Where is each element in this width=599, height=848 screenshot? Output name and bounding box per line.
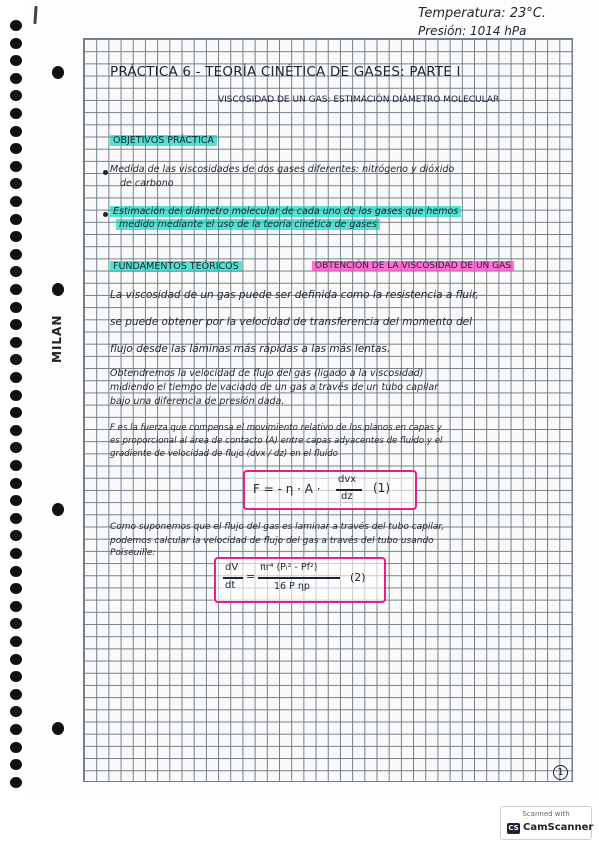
spiral-hole [10,143,22,154]
spiral-hole [10,530,22,541]
objective-highlight: medido mediante el uso de la teoría cinética de gases [116,219,380,230]
paragraph-line: La viscosidad de un gas puede ser definida como la resistencia a fluir, [110,289,479,301]
spiral-hole [10,478,22,489]
watermark-name: CamScanner [523,822,594,833]
spiral-hole [10,724,22,735]
spiral-hole [10,425,22,436]
spiral-hole [10,654,22,665]
paragraph-line: gradiente de velocidad de flujo (dvx / dz) en el fluido [110,449,338,459]
spiral-hole [10,90,22,101]
spiral-hole [10,706,22,717]
spiral-hole [10,566,22,577]
paragraph-line: F es la fuerza que compensa el movimiento relativo de los planos en capas y [110,423,442,433]
spiral-hole [10,618,22,629]
brand-label: MILAN [50,314,64,363]
camscanner-watermark [500,806,592,840]
binding-hole [52,722,64,735]
spiral-hole [10,73,22,84]
spiral-hole [10,38,22,49]
equation-lhs: F = - η · A · [253,482,321,496]
section-heading-text: OBTENCIÓN DE LA VISCOSIDAD DE UN GAS [312,261,514,271]
spiral-hole [10,284,22,295]
fundamentals-heading-text: FUNDAMENTOS TEÓRICOS [110,261,242,272]
equals-sign: = [246,570,256,583]
page-number: 1 [553,765,568,780]
paragraph-line: Como suponemos que el flujo del gas es laminar a través del tubo capilar, [110,522,445,532]
spiral-hole [10,337,22,348]
spiral-hole [10,671,22,682]
equation-box [243,470,417,510]
spiral-hole [10,759,22,770]
grid-paper [83,38,573,782]
paragraph-line: Poiseuille: [110,548,156,558]
paragraph-line: es proporcional al área de contacto (A) entre capas adyacentes de fluido y el [110,436,443,446]
spiral-hole [10,108,22,119]
equation-lhs-numerator: dV [225,562,239,573]
spiral-hole [10,390,22,401]
spiral-hole [10,442,22,453]
spiral-hole [10,302,22,313]
spiral-hole [10,372,22,383]
pressure-note: Presión: 1014 hPa [418,24,527,38]
spiral-hole [10,196,22,207]
paragraph-line: se puede obtener por la velocidad de transferencia del momento del [110,316,472,328]
spiral-hole [10,249,22,260]
spiral-hole [10,513,22,524]
camscanner-logo-icon: CS [508,824,519,832]
spiral-hole [10,583,22,594]
objectives-heading [110,135,217,146]
spiral-hole [10,495,22,506]
spiral-hole [10,460,22,471]
binding-hole [52,283,64,296]
objective-line [116,219,380,230]
spiral-hole [10,20,22,31]
fraction-bar [258,577,340,579]
spiral-hole [10,319,22,330]
binding-hole [52,503,64,516]
spiral-hole [10,266,22,277]
equation-denominator: 16 P ηp [274,581,310,592]
paragraph-line: midiendo el tiempo de vaciado de un gas a través de un tubo capilar [110,382,439,393]
spiral-hole [10,601,22,612]
spiral-hole [10,231,22,242]
spiral-hole [10,548,22,559]
page-subtitle: VISCOSIDAD DE UN GAS: ESTIMACIÓN DIÁMETRO MOLECULAR [218,95,500,105]
page-title: PRÁCTICA 6 - TEORÍA CINÉTICA DE GASES: PARTE I [110,64,461,80]
temperature-note: Temperatura: 23°C. [418,6,546,21]
objective-line: Medida de las viscosidades de dos gases diferentes: nitrógeno y dióxido [110,164,455,175]
equation-lhs-denominator: dt [225,580,236,591]
spiral-hole [10,214,22,225]
spiral-binding [10,20,24,800]
paragraph-line: bajo una diferencia de presión dada. [110,396,285,407]
spiral-hole [10,354,22,365]
objective-line: de carbono [120,178,174,189]
spiral-hole [10,407,22,418]
equation-denominator: dz [341,491,353,502]
bullet-dot [103,170,108,175]
spiral-hole [10,178,22,189]
fraction-bar [223,577,243,579]
spiral-hole [10,126,22,137]
spiral-hole [10,55,22,66]
binding-hole [52,66,64,79]
equation-label: (2) [350,571,366,584]
spiral-hole [10,689,22,700]
fundamentals-heading [110,261,242,272]
objectives-heading-text: OBJETIVOS PRÁCTICA [110,135,217,146]
equation-label: (1) [373,481,390,495]
objective-highlight: Estimación del diámetro molecular de cada uno de los gases que hemos [110,206,461,217]
equation-box [214,557,386,603]
paragraph-line: podemos calcular la velocidad de flujo del gas a través del tubo usando [110,536,434,546]
objective-line [110,206,461,217]
spiral-hole [10,742,22,753]
equation-numerator: πr⁴ (Pᵢ² - Pf²) [260,562,318,573]
watermark-caption: Scanned with [522,810,570,818]
spiral-hole [10,777,22,788]
paragraph-line: Obtendremos la velocidad de flujo del gas (ligado a la viscosidad) [110,368,424,379]
spiral-hole [10,636,22,647]
spiral-hole [10,161,22,172]
paragraph-line: flujo desde las láminas más rápidas a las más lentas. [110,343,391,355]
bullet-dot [103,212,108,217]
section-heading [312,261,514,271]
equation-numerator: dvx [338,474,357,485]
